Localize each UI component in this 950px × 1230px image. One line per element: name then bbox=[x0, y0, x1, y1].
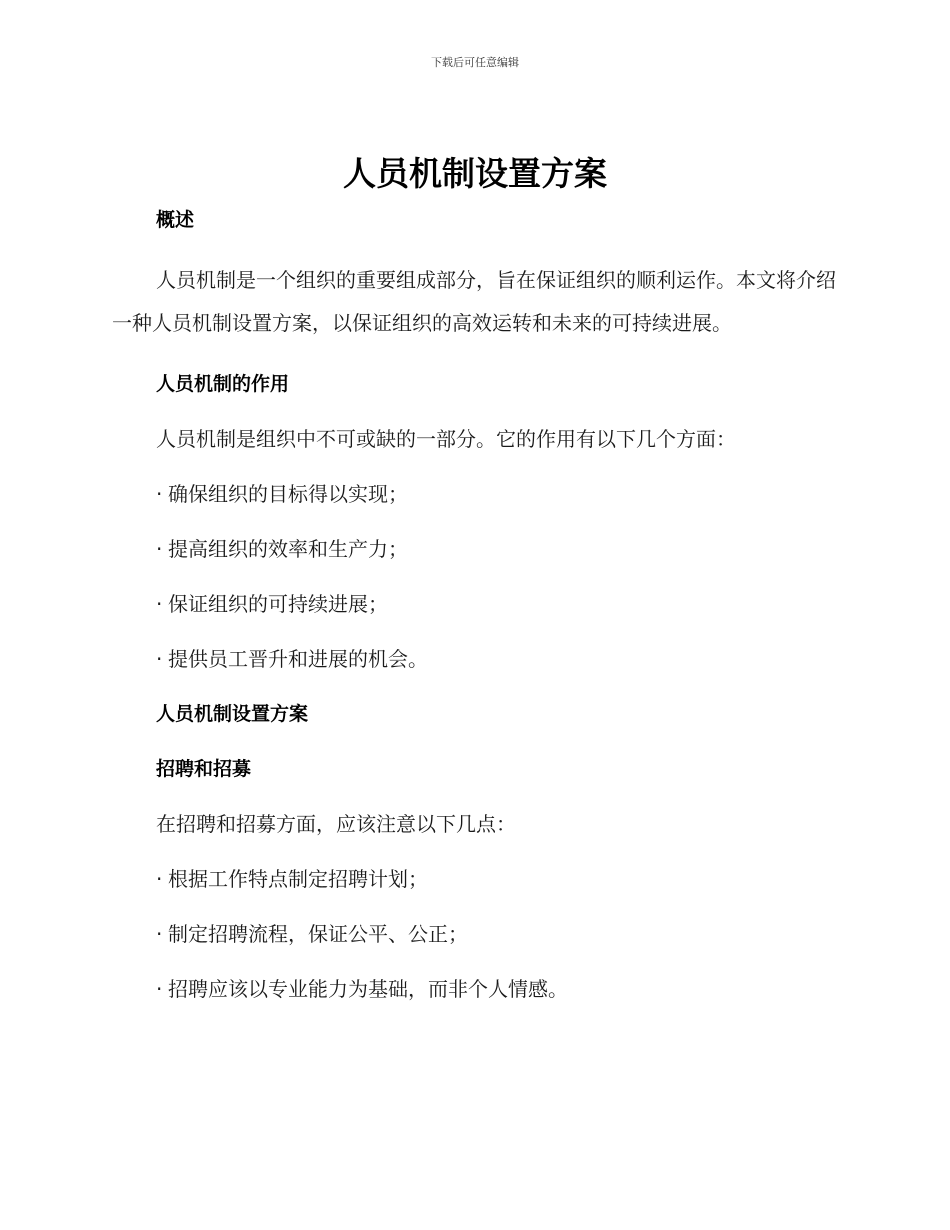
section-heading-recruit: 招聘和招募 bbox=[156, 758, 252, 780]
bullet-icon: · bbox=[156, 867, 163, 891]
list-item: · 提高组织的效率和生产力； bbox=[156, 533, 836, 565]
document-title: 人员机制设置方案 bbox=[343, 154, 607, 193]
bullet-icon: · bbox=[156, 592, 163, 616]
overview-paragraph: 人员机制是一个组织的重要组成部分，旨在保证组织的顺利运作。本文将介绍一种人员机制设置方案，以保证组织的高效运转和未来的可持续进展。 bbox=[112, 268, 836, 335]
header-note: 下载后可任意编辑 bbox=[431, 56, 519, 69]
recruit-intro: 在招聘和招募方面，应该注意以下几点： bbox=[156, 812, 516, 836]
section-heading-plan: 人员机制设置方案 bbox=[156, 703, 309, 725]
document-body bbox=[112, 204, 836, 1005]
bullet-icon: · bbox=[156, 977, 163, 1001]
list-item: · 确保组织的目标得以实现； bbox=[156, 478, 836, 510]
bullet-icon: · bbox=[156, 922, 163, 946]
list-item: · 制定招聘流程，保证公平、公正； bbox=[156, 918, 836, 950]
section-heading-role: 人员机制的作用 bbox=[156, 373, 290, 395]
list-item: · 根据工作特点制定招聘计划； bbox=[156, 863, 836, 895]
bullet-icon: · bbox=[156, 537, 163, 561]
bullet-icon: · bbox=[156, 482, 163, 506]
list-item: · 保证组织的可持续进展； bbox=[156, 588, 836, 620]
list-item: · 招聘应该以专业能力为基础，而非个人情感。 bbox=[156, 973, 836, 1005]
bullet-icon: · bbox=[156, 647, 163, 671]
role-intro: 人员机制是组织中不可或缺的一部分。它的作用有以下几个方面： bbox=[156, 427, 736, 451]
section-heading-overview: 概述 bbox=[156, 209, 195, 231]
list-item: · 提供员工晋升和进展的机会。 bbox=[156, 643, 836, 675]
